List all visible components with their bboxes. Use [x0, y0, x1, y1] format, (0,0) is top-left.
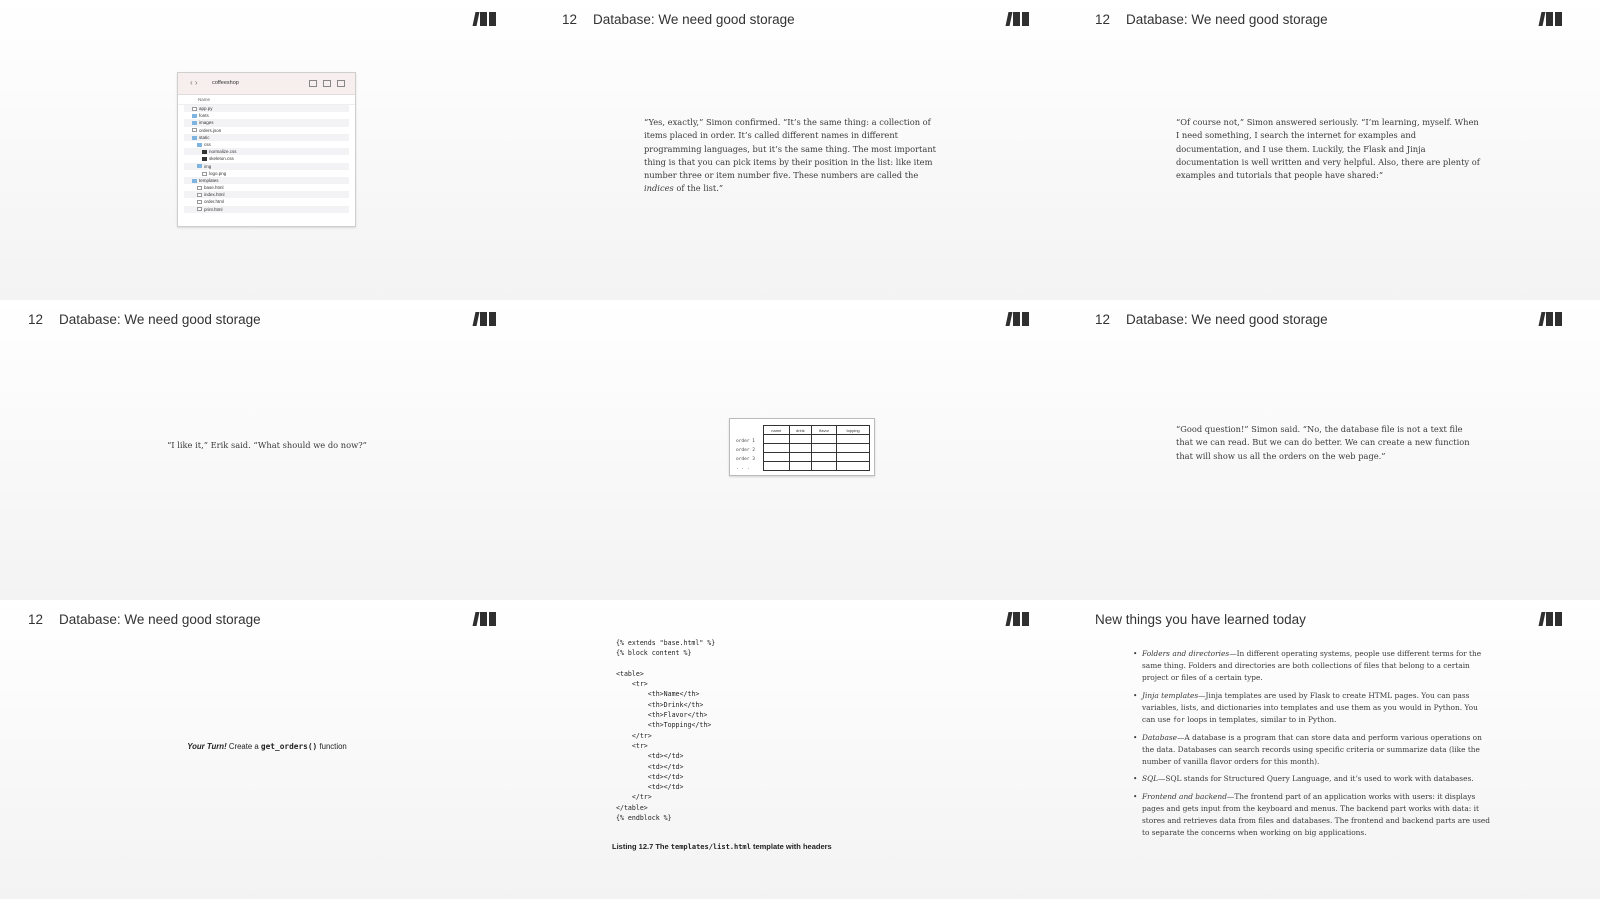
slide-1[interactable] [0, 0, 534, 300]
learned-item [1133, 690, 1493, 726]
slide-header [28, 612, 261, 627]
slide-5[interactable] [534, 300, 1067, 600]
file-icon [202, 150, 207, 154]
file-icon [197, 200, 202, 204]
folder-icon [192, 121, 197, 125]
book-logo-icon [1540, 612, 1562, 626]
quote-emphasis: indices [644, 183, 674, 194]
slide-6[interactable] [1067, 300, 1600, 600]
learned-term: Jinja templates [1142, 690, 1199, 700]
order-row-label: . . . [736, 466, 750, 471]
summary-title: New things you have learned today [1095, 612, 1306, 627]
finder-row [184, 134, 349, 141]
sketch-table-header [764, 426, 870, 435]
finder-row-label: img [204, 163, 212, 169]
chapter-number: 12 [28, 612, 44, 627]
folder-icon [197, 164, 202, 168]
quote-end: of the list.” [676, 183, 724, 194]
finder-row-label: skeleton.css [209, 156, 234, 162]
learned-text: —SQL stands for Structured Query Language, and it’s used to work with databases. [1158, 774, 1474, 784]
file-icon [192, 107, 197, 111]
learned-list [1133, 648, 1493, 845]
finder-row [184, 127, 349, 134]
learned-item [1133, 773, 1493, 785]
slide-header [1095, 312, 1328, 327]
finder-row-label: logo.png [209, 170, 227, 176]
sketch-row [764, 462, 870, 471]
slide-header [1095, 12, 1328, 27]
finder-row [184, 191, 349, 198]
file-icon [197, 207, 202, 211]
learned-item [1133, 732, 1493, 768]
file-icon [202, 172, 207, 176]
finder-view-icons [309, 80, 345, 87]
slide-header [28, 312, 261, 327]
file-icon [192, 128, 197, 132]
sketch-cell [764, 444, 790, 453]
finder-window-image [177, 72, 356, 227]
sketch-cell [764, 435, 790, 444]
finder-row-label: order.html [204, 199, 225, 205]
chapter-number: 12 [1095, 12, 1111, 27]
file-icon [197, 186, 202, 190]
chapter-title: Database: We need good storage [59, 612, 261, 627]
sketch-header-cell: drink [789, 426, 811, 435]
finder-row [184, 119, 349, 126]
learned-term: Frontend and backend [1142, 791, 1227, 801]
sketch-header-cell: flavor [812, 426, 837, 435]
slide-4[interactable] [0, 300, 534, 600]
folder-icon [197, 143, 202, 147]
learned-text: —Jinja templates are used by Flask to create HTML pages. You can pass variables, lists, and dictionaries into templates and use them as you would in Python. You can use [1142, 690, 1478, 724]
learned-text: —A database is a program that can store data and perform various operations on the data. Databases can search records using specific criteria or summarize data (like the number of vanilla flavor orders for this month). [1142, 732, 1482, 766]
caption-end: template with headers [752, 842, 832, 851]
learned-text: —The frontend part of an application works with users: it displays pages and gets input from the keyboard and menus. The backend part works with data: it stores and retrieves data from files and databases. The frontend and backend parts are used to separate the concerns when working on big applications. [1142, 791, 1491, 838]
book-logo-icon [1007, 12, 1029, 26]
finder-column-header: Name [178, 95, 355, 105]
sketch-header-cell: topping [837, 426, 870, 435]
finder-row-label: static [199, 134, 210, 140]
learned-term: SQL [1142, 774, 1159, 784]
sketch-row [764, 453, 870, 462]
order-row-label: order 2 [736, 448, 755, 453]
slide-2[interactable] [534, 0, 1067, 300]
finder-row-label: css [204, 141, 211, 147]
book-logo-icon [474, 612, 496, 626]
table-sketch-image [729, 418, 875, 476]
sketch-cell [789, 453, 811, 462]
learned-term: Folders and directories [1142, 649, 1230, 658]
sketch-row [764, 435, 870, 444]
book-logo-icon [1007, 312, 1029, 326]
finder-row-label: normalize.css [209, 149, 237, 155]
quote-text [644, 116, 949, 196]
order-row-labels [736, 437, 755, 473]
quote-text: “I like it,” Erik said. “What should we do now?” [167, 440, 367, 450]
finder-row [184, 155, 349, 162]
finder-row-label: base.html [204, 185, 224, 191]
chapter-number: 12 [1095, 312, 1111, 327]
finder-file-list [178, 105, 355, 213]
finder-row [184, 198, 349, 205]
finder-row-label: print.html [204, 206, 223, 212]
your-turn-callout [0, 742, 534, 751]
learned-text: loops in templates, similar to in Python. [1187, 714, 1337, 724]
sketch-cell [837, 444, 870, 453]
sketch-cell [764, 462, 790, 471]
finder-row [184, 170, 349, 177]
your-turn-text: Create a [228, 742, 259, 751]
finder-row [184, 177, 349, 184]
finder-row-label: orders.json [199, 127, 222, 133]
sketch-cell [789, 435, 811, 444]
your-turn-label: Your Turn! [187, 742, 227, 751]
sketch-cell [764, 453, 790, 462]
folder-icon [192, 136, 197, 140]
slide-header [562, 12, 795, 27]
finder-row-label: fonts [199, 113, 209, 119]
finder-row [184, 112, 349, 119]
your-turn-end: function [319, 742, 347, 751]
book-logo-icon [1007, 612, 1029, 626]
slide-7[interactable] [0, 600, 534, 899]
sketch-cell [812, 444, 837, 453]
finder-row [184, 105, 349, 112]
book-logo-icon [474, 12, 496, 26]
file-icon [197, 193, 202, 197]
chapter-title: Database: We need good storage [1126, 312, 1328, 327]
chapter-title: Database: We need good storage [59, 312, 261, 327]
quote-main: “Yes, exactly,” Simon confirmed. “It’s the same thing: a collection of items placed in order. It’s called different names in different programming languages, but it’s the same thing. The most important thing is that you can pick items by their position in the list: like item number three or item number five. These numbers are called the [644, 117, 936, 181]
finder-row [184, 163, 349, 170]
sketch-header-cell: name [764, 426, 790, 435]
folder-icon [192, 179, 197, 183]
caption-label: Listing 12.7 The [612, 842, 669, 851]
chapter-title: Database: We need good storage [1126, 12, 1328, 27]
quote-text: “Good question!” Simon said. “No, the database file is not a text file that we can read. But we can do better. We can create a new function that will show us all the orders on the web page.” [1176, 424, 1470, 461]
caption-code: templates/list.html [670, 843, 751, 851]
finder-row-label: app.py [199, 106, 213, 111]
sketch-cell [837, 453, 870, 462]
book-logo-icon [1540, 12, 1562, 26]
order-row-label: order 3 [736, 457, 755, 462]
your-turn-code: get_orders() [260, 742, 318, 751]
sketch-cell [837, 462, 870, 471]
finder-row-label: templates [199, 177, 219, 183]
sketch-table [763, 425, 870, 471]
sketch-cell [789, 444, 811, 453]
sketch-table-body [764, 435, 870, 471]
learned-text: —In different operating systems, people use different terms for the same thing. Folders and directories are both collections of files that belong to a certain project or files of a certain type. [1142, 649, 1482, 683]
finder-row [184, 141, 349, 148]
learned-code: for [1172, 715, 1185, 724]
chapter-title: Database: We need good storage [593, 12, 795, 27]
book-logo-icon [474, 312, 496, 326]
slide-8[interactable] [534, 600, 1067, 899]
finder-row-label: images [199, 120, 214, 126]
slide-header [1095, 612, 1306, 627]
chapter-number: 12 [28, 312, 44, 327]
sketch-cell [789, 462, 811, 471]
learned-term: Database [1142, 732, 1178, 742]
finder-row [184, 148, 349, 155]
slide-3[interactable] [1067, 0, 1600, 300]
book-logo-icon [1540, 312, 1562, 326]
finder-nav-arrows-icon: ‹ › [190, 78, 198, 87]
sketch-row [764, 444, 870, 453]
order-row-label: order 1 [736, 439, 755, 444]
sketch-cell [812, 435, 837, 444]
finder-row [184, 184, 349, 191]
sketch-cell [812, 453, 837, 462]
sketch-cell [837, 435, 870, 444]
finder-title: coffeeshop [212, 80, 239, 86]
learned-item [1133, 791, 1493, 839]
listing-caption [612, 842, 832, 851]
finder-row-label: index.html [204, 192, 225, 198]
sketch-cell [812, 462, 837, 471]
file-icon [202, 157, 207, 161]
code-listing: {% extends "base.html" %} {% block content %} <table> <tr> <th>Name</th> <th>Drink</th> <th>Flavor</th> <th>Topping</th> </tr> <tr> <td></td> <td></td> <td></td> <td></td> </tr> </table> {% endblock %} [616, 639, 716, 823]
folder-icon [192, 114, 197, 118]
chapter-number: 12 [562, 12, 578, 27]
slide-9[interactable] [1067, 600, 1600, 899]
quote-text: “Of course not,” Simon answered seriously. “I’m learning, myself. When I need something, I search the internet for examples and documentation, and I use them. Luckily, the Flask and Jinja documentation is well written and very helpful. Also, there are plenty of examples and tutorials that people have shared:” [1176, 117, 1480, 181]
finder-toolbar [178, 73, 355, 95]
learned-item [1133, 648, 1493, 684]
finder-row [184, 206, 349, 213]
